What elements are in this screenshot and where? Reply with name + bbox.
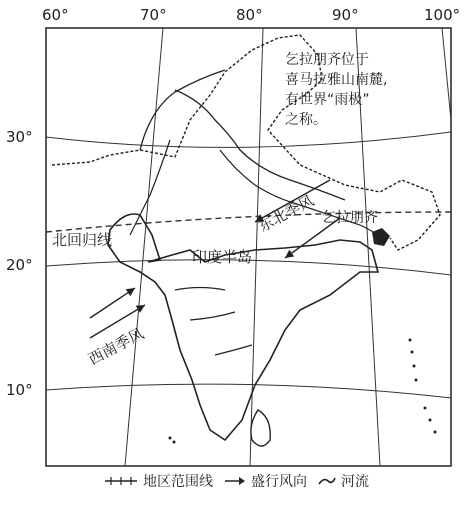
note-line-1: 乞拉朋齐位于 [285,52,369,68]
cherrapunji-marker [372,228,390,246]
parallel-30 [46,132,451,147]
legend-item-wind [223,471,307,491]
legend-item-boundary [103,471,213,491]
rain-pole-note [285,50,435,130]
sw-monsoon-arrow-1 [90,288,135,318]
indus-river [130,140,170,235]
legend [0,466,472,496]
meridian-100 [442,28,451,120]
cherrapunji-label: 乞拉朋齐 [322,210,378,226]
peninsula-label: 印度半岛 [192,248,253,266]
lon-label-70: 70° [140,6,167,24]
meridian-80 [250,28,263,466]
tropic-of-cancer-line [46,212,451,232]
wind-direction-arrow-icon [223,475,247,487]
region-boundary-icon [103,475,139,487]
tropic-label: 北回归线 [52,231,113,249]
lon-label-100: 100° [424,6,461,24]
meridian-70 [125,28,163,466]
sri-lanka [251,410,270,446]
note-line-4: 之称。 [285,112,327,128]
peninsula-rivers [175,288,252,356]
lat-label-10: 10° [6,381,33,399]
lat-label-20: 20° [6,256,33,274]
sw-monsoon-label: 西南季风 [85,324,147,369]
legend-label-wind: 盛行风向 [251,474,307,490]
rivers [130,140,385,355]
lon-label-80: 80° [236,6,263,24]
note-line-2: 喜马拉雅山南麓, [285,72,388,88]
note-line-3: 有世界“雨极” [285,92,370,108]
legend-label-boundary: 地区范围线 [143,474,213,490]
lon-label-90: 90° [332,6,359,24]
legend-label-river: 河流 [341,474,369,490]
lon-label-60: 60° [42,6,69,24]
river-icon [317,475,337,487]
ne-monsoon-label: 东北季风 [255,191,317,236]
lat-label-30: 30° [6,128,33,146]
parallel-10 [46,384,451,398]
legend-item-river [317,471,369,491]
